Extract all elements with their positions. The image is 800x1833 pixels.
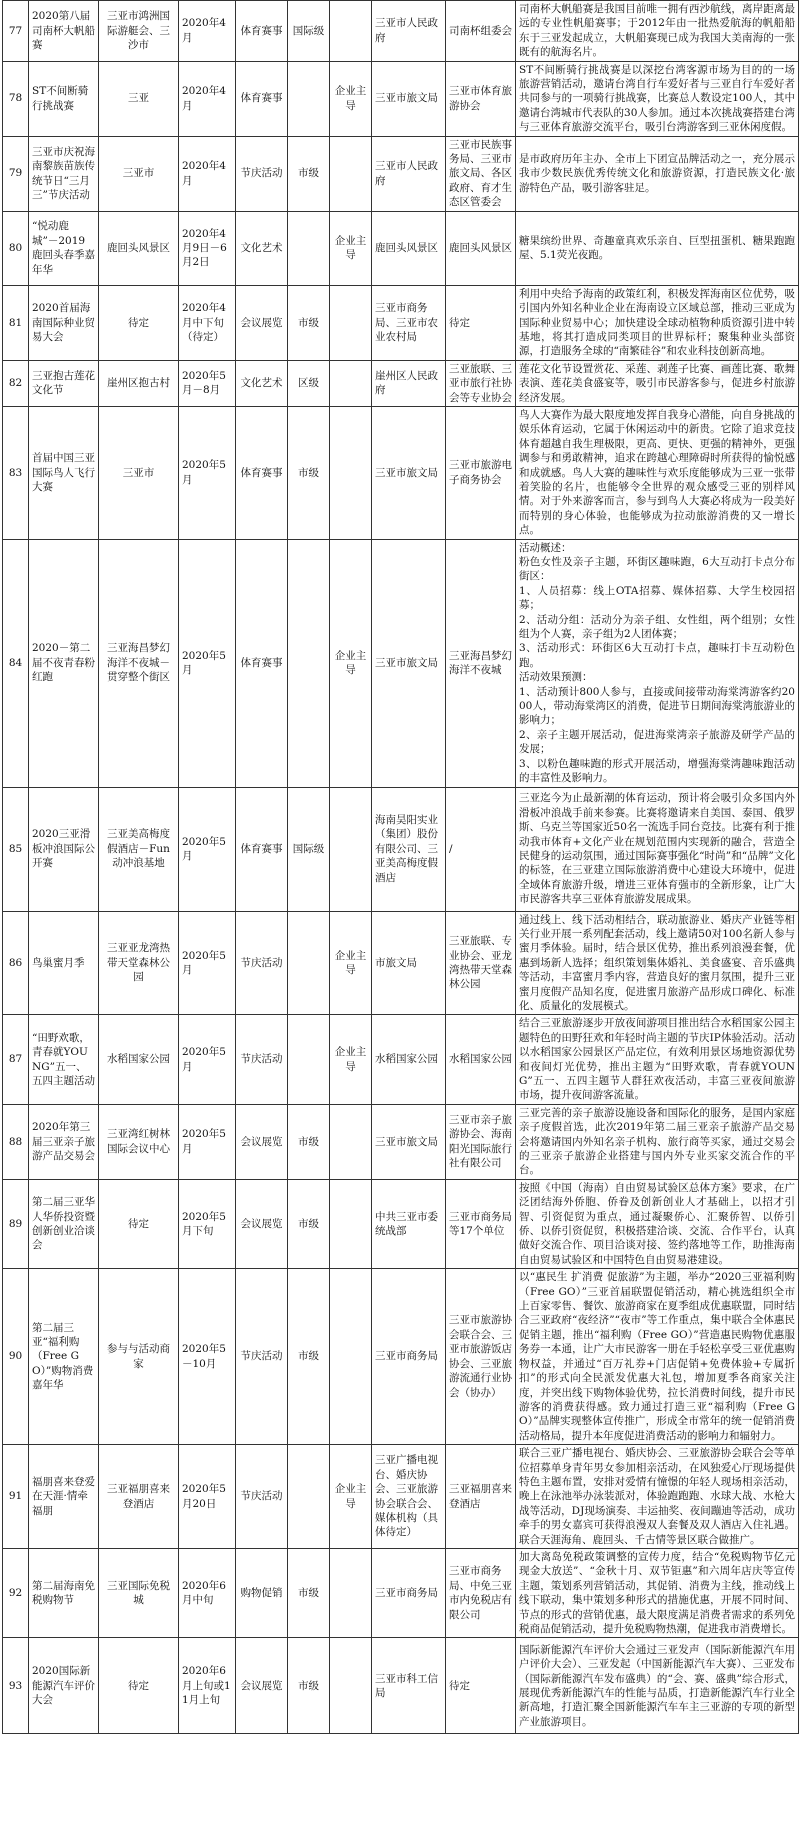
event-description [516,1015,799,1104]
event-executor: 三亚市亲子旅游协会、海南阳光国际旅行社有限公司 [446,1104,516,1179]
description-line: 是市政府历年主办、全市上下团宣品牌活动之一，充分展示我市少数民族优秀传统文化和旅游资源，打造民族文化·旅游特色产品，吸引游客驻足。 [519,153,795,194]
event-name: 2020三亚滑板冲浪国际公开赛 [29,787,99,911]
event-category: 体育赛事 [236,61,288,136]
event-category: 体育赛事 [236,787,288,911]
event-organizer: 三亚市旅文局 [372,1104,446,1179]
event-level: 市级 [288,1179,330,1268]
event-executor: 三亚旅联、专业协会、亚龙湾热带天堂森林公园 [446,911,516,1015]
event-organizer: 崖州区人民政府 [372,360,446,406]
row-number: 93 [3,1638,29,1734]
event-category: 文化艺术 [236,360,288,406]
event-name: 鸟巢蜜月季 [29,911,99,1015]
event-location: 待定 [99,285,179,360]
event-mode [330,787,372,911]
event-level: 市级 [288,136,330,211]
event-date: 2020年5月下旬 [179,1179,236,1268]
event-category: 会议展览 [236,1638,288,1734]
event-date: 2020年5月 [179,1104,236,1179]
description-line: 2、亲子主题开展活动，促进海棠湾亲子旅游及研学产品的发展； [519,728,795,756]
description-line: 国际新能源汽车评价大会通过三亚发声（国际新能源汽车用户评价大会）、三亚发起（中国新能源汽车大赛）、三亚发布（国际新能源汽车发布盛典）的“会、赛、盛典”综合形式，展现优秀新能源汽车的性能与品质，打造新能源汽车行业全新高地，打造汇聚全国新能源汽车车主三亚游的专项的新型产业旅游项目。 [519,1643,795,1728]
event-description [516,787,799,911]
row-number: 83 [3,406,29,539]
event-executor: 三亚市旅游协会联合会、三亚市旅游饭店协会、三亚旅游流通行业协会（协办） [446,1269,516,1445]
event-location: 鹿回头风景区 [99,211,179,285]
event-name: “悦动鹿城”－2019鹿回头春季嘉年华 [29,211,99,285]
description-line: 按照《中国（海南）自由贸易试验区总体方案》要求，在广泛团结海外侨胞、侨眷及创新创业人才基础上，以招才引智、引资促贸为重点，通过凝聚侨心、汇聚侨智、以侨引侨、以侨引资促贸，积极搭建洽谈、交流、合作平台，认真做好交流合作、项目洽谈对接、签约落地等工作，助推海南自由贸易试验区和中国特色自由贸易港建设。 [519,1181,795,1266]
row-number: 82 [3,360,29,406]
event-executor: 三亚旅联、三亚市旅行社协会等专业协会 [446,360,516,406]
event-level: 国际级 [288,787,330,911]
event-level: 国际级 [288,1,330,62]
event-description [516,285,799,360]
event-name: ST不间断骑行挑战赛 [29,61,99,136]
description-line: 2、活动分组：活动分为亲子组、女性组，两个组别；女性组为个人赛，亲子组为2人团体赛； [519,613,795,641]
event-mode: 企业主导 [330,1015,372,1104]
event-category: 购物促销 [236,1548,288,1637]
event-description [516,1269,799,1445]
event-level [288,911,330,1015]
event-level: 市级 [288,285,330,360]
event-description [516,1445,799,1549]
event-date: 2020年6月中旬 [179,1548,236,1637]
event-name: 2020国际新能源汽车评价大会 [29,1638,99,1734]
event-location: 三亚美高梅度假酒店－Fun动冲浪基地 [99,787,179,911]
event-mode: 企业主导 [330,61,372,136]
event-description [516,61,799,136]
event-category: 体育赛事 [236,539,288,787]
event-name: 三亚抱古莲花文化节 [29,360,99,406]
event-description [516,1,799,62]
event-executor: 司南杯组委会 [446,1,516,62]
event-mode [330,1269,372,1445]
event-mode: 企业主导 [330,211,372,285]
event-executor: 三亚市商务局等17个单位 [446,1179,516,1268]
table-row [3,406,799,539]
description-line: 活动概述： [519,541,572,554]
event-category: 节庆活动 [236,1269,288,1445]
event-location: 三亚亚龙湾热带天堂森林公园 [99,911,179,1015]
event-name: 2020－第二届不夜青春粉红跑 [29,539,99,787]
table-body [3,1,799,1734]
event-name: 2020第八届司南杯大帆船赛 [29,1,99,62]
event-level [288,539,330,787]
event-location: 待定 [99,1638,179,1734]
row-number: 77 [3,1,29,62]
event-executor: / [446,787,516,911]
event-description [516,1548,799,1637]
event-mode: 企业主导 [330,539,372,787]
event-executor: 三亚市民族事务局、三亚市旅文局、各区政府、育才生态区管委会 [446,136,516,211]
event-mode: 企业主导 [330,911,372,1015]
event-date: 2020年5月20日 [179,1445,236,1549]
row-number: 78 [3,61,29,136]
event-level: 区级 [288,360,330,406]
event-date: 2020年4月 [179,61,236,136]
event-mode: 企业主导 [330,1445,372,1549]
event-description [516,1179,799,1268]
row-number: 81 [3,285,29,360]
description-line: 莲花文化节设置赏花、采莲、剥莲子比赛、画莲比赛、歌舞表演、莲花美食盛宴等，吸引市民游客参与，促进乡村旅游经济发展。 [519,362,795,404]
event-organizer: 三亚市旅文局 [372,61,446,136]
table-row [3,360,799,406]
description-line: 糖果缤纷世界、奇趣童真欢乐亲自、巨型扭蛋机、糖果跑跑屋、5.1荧光夜跑。 [519,234,795,262]
event-description [516,406,799,539]
event-date: 2020年5月－8月 [179,360,236,406]
event-mode [330,406,372,539]
description-line: 活动效果预测： [519,671,593,684]
description-line: 鸟人大赛作为最大限度地发挥自我身心潜能，向自身挑战的娱乐体育运动，它属于休闲运动中的新贵。它除了追求竞技体育超越自我生理极限，更高、更快、更强的精神外，更强调参与和勇敢精神，追求在跨越心理障碍时所获得的愉悦感和成就感。鸟人大赛的趣味性与欢乐度能够成为三亚一张带着笑脸的名片，也能够令全世界的观众感受三亚的别样风情。对于外来游客而言，参与到鸟人大赛必将成为一段美好而特别的身心体验，也能够成为拉动旅游消费的又一增长点。 [519,408,795,537]
description-line: 加大离岛免税政策调整的宣传力度，结合“免税购物节亿元现金大放送”、“金秋十月、双节钜惠”和六周年店庆等宣传主题，策划系列营销活动，其促销、消费为主线，推动线上线下联动，集中策划多种形式的措施优惠，开展不同时间、节点的形式的营销优惠，最大限度满足消费者需求的系列免税商品促销活动，提升免税购物热潮，促进我市消费增长。 [519,1550,795,1635]
event-level [288,1445,330,1549]
event-name: “田野欢歌，青春就YOUNG”五一、五四主题活动 [29,1015,99,1104]
table-row [3,1445,799,1549]
event-description [516,539,799,787]
description-line: ST不间断骑行挑战赛是以深挖台湾客源市场为目的的一场旅游营销活动，邀请台湾自行车爱好者与三亚自行车爱好者共同参与的一项骑行挑战赛，比赛总人数设定100人，其中邀请台湾城市代表队的30人参加。通过本次挑战赛搭建台湾与三亚体育旅游交流平台，吸引台湾游客到三亚休闲度假。 [519,63,795,134]
event-location: 三亚海昌梦幻海洋不夜城－贯穿整个街区 [99,539,179,787]
table-row [3,1638,799,1734]
event-name: 福朋喜来登爱在天涯·情牵福朋 [29,1445,99,1549]
table-row [3,1,799,62]
event-location: 三亚市 [99,136,179,211]
event-executor: 三亚福朋喜来登酒店 [446,1445,516,1549]
event-category: 节庆活动 [236,1445,288,1549]
table-row [3,136,799,211]
description-line: 粉色女性及亲子主题，环街区趣味跑，6大互动打卡点分布街区： [519,556,795,583]
row-number: 92 [3,1548,29,1637]
event-organizer: 市旅文局 [372,911,446,1015]
event-date: 2020年5月 [179,406,236,539]
event-location: 三亚湾红树林国际会议中心 [99,1104,179,1179]
event-name: 第二届三亚“福利购（Free GO）”购物消费嘉年华 [29,1269,99,1445]
event-level: 市级 [288,1638,330,1734]
event-description [516,1104,799,1179]
event-date: 2020年6月上旬或11月上旬 [179,1638,236,1734]
event-mode [330,1179,372,1268]
event-description [516,911,799,1015]
event-name: 2020首届海南国际种业贸易大会 [29,285,99,360]
table-row [3,1179,799,1268]
row-number: 79 [3,136,29,211]
event-mode [330,285,372,360]
event-level: 市级 [288,1548,330,1637]
row-number: 87 [3,1015,29,1104]
event-executor: 三亚市旅游电子商务协会 [446,406,516,539]
event-category: 会议展览 [236,1179,288,1268]
table-row [3,1269,799,1445]
event-date: 2020年5月 [179,787,236,911]
event-mode [330,1104,372,1179]
event-date: 2020年5月 [179,911,236,1015]
event-organizer: 水稻国家公园 [372,1015,446,1104]
event-description [516,360,799,406]
event-date: 2020年4月中下旬（待定） [179,285,236,360]
event-mode [330,1,372,62]
description-line: 3、活动形式：环街区6大互动打卡点，趣味打卡互动粉色跑。 [519,642,795,669]
event-mode [330,360,372,406]
event-date: 2020年5月 [179,539,236,787]
table-row [3,211,799,285]
description-line: 司南杯大帆船赛是我国目前唯一拥有西沙航线，离岸距离最远的专业性帆船赛事；于2012年由一批热爱航海的帆船船东于三亚发起成立，大帆船赛现已成为我国大美南海的一张既有的航海名片。 [519,3,795,59]
event-mode [330,136,372,211]
table-row [3,285,799,360]
event-date: 2020年4月9日－6月2日 [179,211,236,285]
event-organizer: 三亚市人民政府 [372,1,446,62]
row-number: 89 [3,1179,29,1268]
description-line: 三亚迄今为止最新潮的体育运动，预计将会吸引众多国内外滑板冲浪战手前来参赛。比赛将邀请来自美国、泰国、俄罗斯、乌克兰等国家近50名一流选手同台竞技。比赛有利于推动我市体育+文化产业在规划范围内实现新的融合，营造全民健身的运动氛围，通过国际赛事强化“时尚”和“品牌”文化的标签，在三亚建立国际旅游消费中心建设大环境中，促进全域体育旅游升级，增进三亚体育强市的全新形象，让广大市民游客共享三亚体育旅游发展成果。 [519,792,795,906]
event-organizer: 三亚市科工信局 [372,1638,446,1734]
row-number: 85 [3,787,29,911]
event-organizer: 中共三亚市委统战部 [372,1179,446,1268]
description-line: 利用中央给予海南的政策红利，积极发挥海南区位优势，吸引国内外知名种业企业在海南设立区域总部，推动三亚成为国际种业贸易中心；加快建设全球动植物种质资源引进中转基地，将其打造成同类项目的世界标杆；聚集种业头部资源，打造服务全球的“南繁硅谷”和农业科技创新高地。 [519,287,795,358]
event-date: 2020年4月 [179,136,236,211]
event-category: 体育赛事 [236,406,288,539]
event-date: 2020年5－10月 [179,1269,236,1445]
table-row [3,539,799,787]
description-line: 1、活动预计800人参与，直接或间接带动海棠湾游客约2000人，带动海棠湾区的消费，促进节日期间海棠湾旅游业的影响力； [519,685,795,727]
event-date: 2020年4月 [179,1,236,62]
row-number: 80 [3,211,29,285]
event-executor: 三亚市商务局、中免三亚市内免税店有限公司 [446,1548,516,1637]
event-location: 崖州区抱古村 [99,360,179,406]
event-category: 节庆活动 [236,911,288,1015]
event-executor: 鹿回头风景区 [446,211,516,285]
event-executor: 三亚海昌梦幻海洋不夜城 [446,539,516,787]
event-category: 文化艺术 [236,211,288,285]
event-location: 待定 [99,1179,179,1268]
event-executor: 待定 [446,1638,516,1734]
event-mode [330,1638,372,1734]
event-level [288,61,330,136]
event-organizer: 三亚市商务局 [372,1269,446,1445]
event-level: 市级 [288,406,330,539]
event-description [516,136,799,211]
event-organizer: 三亚广播电视台、婚庆协会、三亚旅游协会联合会、媒体机构（具体待定） [372,1445,446,1549]
table-row [3,1548,799,1637]
description-line: 3、以粉色趣味跑的形式开展活动，增强海棠湾趣味跑活动的丰富性及影响力。 [519,757,795,785]
event-organizer: 三亚市人民政府 [372,136,446,211]
event-organizer: 三亚市商务局、三亚市农业农村局 [372,285,446,360]
description-line: 联合三亚广播电视台、婚庆协会、三亚旅游协会联合会等单位招募单身青年男女参加相亲活动，在风独爱心厅现场提供特色主题布置，安排对爱情有憧憬的年轻人现场相亲活动，晚上在泳池举办泳装派对，体验跑跑跑、水球大战、水枪大战等活动，DJ现场演奏、丰运抽奖、夜间蹦迪等活动，成功牵手的男女嘉宾可获得浪漫双人套餐及双人酒店入住礼遇。联合天涯海角、鹿回头、千古情等景区联合做推广。 [519,1447,795,1546]
event-location: 三亚市 [99,406,179,539]
event-location: 三亚 [99,61,179,136]
event-location: 三亚福朋喜来登酒店 [99,1445,179,1549]
event-category: 会议展览 [236,1104,288,1179]
table-row [3,61,799,136]
event-category: 节庆活动 [236,1015,288,1104]
event-name: 2020年第三届三亚亲子旅游产品交易会 [29,1104,99,1179]
event-executor: 三亚市体育旅游协会 [446,61,516,136]
description-line: 1、人员招募：线上OTA招募、媒体招募、大学生校园招募； [519,584,795,612]
event-level [288,1015,330,1104]
description-line: 以“惠民生 扩消费 促旅游”为主题，举办“2020三亚福利购（Free GO）”三亚首届联盟促销活动，精心挑选组织全市上百家零售、餐饮、旅游商家在夏季组成优惠联盟，同时结合三亚政府“夜经济”“夜市”等工作重点，集中联合全体惠民促销主题，推出“福利购（Free GO）”营造惠民购物优惠服务券一本通，让广大市民游客一册在手轻松享受三亚优惠购物权益，并通过“百万礼券+门店促销+免费体验+专属折扣”的形式向全民派发优惠大礼包，增加夏季各商家关注度，并突出线下购物体验优势，拉长消费时间线，提升市民游客的消费获得感。致力通过打造三亚“福利购（Free GO）”品牌实现整体宣传推广，形成全市常年的统一促销消费活动格局，提升本年度促进消费活动的影响力和辐射力。 [519,1271,795,1442]
row-number: 88 [3,1104,29,1179]
event-executor: 待定 [446,285,516,360]
event-category: 节庆活动 [236,136,288,211]
event-description [516,211,799,285]
description-line: 通过线上、线下活动相结合，联动旅游业、婚庆产业链等相关行业开展一系列配套活动，线上邀请50对100名新人参与蜜月季体验。届时，结合景区优势，推出系列浪漫套餐，优惠到场新人选择；组织策划集体婚礼、美食盛宴、音乐盛典等活动，丰富蜜月季内容，营造良好的蜜月氛围，提升三亚蜜月度假产品知名度，促进蜜月旅游产品形成口碑化、标准化、质量化的发展模式。 [519,913,795,1012]
table-row [3,787,799,911]
row-number: 84 [3,539,29,787]
event-executor: 水稻国家公园 [446,1015,516,1104]
event-organizer: 三亚市商务局 [372,1548,446,1637]
description-line: 三亚完善的亲子旅游设施设备和国际化的服务，是国内家庭亲子度假首选，此次2019年第二届三亚亲子旅游产品交易会将邀请国内外知名亲子机构、旅行商等买家，通过交易会的三亚亲子旅游企业搭建与国内外专业买家交流合作的平台。 [519,1106,795,1177]
event-organizer: 三亚市旅文局 [372,406,446,539]
events-table [2,0,799,1734]
event-description [516,1638,799,1734]
table-row [3,1104,799,1179]
event-level: 市级 [288,1269,330,1445]
description-line: 结合三亚旅游逐步开放夜间游项目推出结合水稻国家公园主题特色的田野狂欢和年轻时尚主题的节庆IP体验活动。活动以水稻国家公园景区产品定位，有效利用景区场地资源优势和夜间灯光优势，推出主题为“田野欢歌，青春就YOUNG”五一、五四主题节人群狂欢夜活动，丰富三亚夜间旅游市场，提升夜间游客流量。 [519,1017,795,1102]
table-row [3,911,799,1015]
table-row [3,1015,799,1104]
row-number: 86 [3,911,29,1015]
event-location: 参与与活动商家 [99,1269,179,1445]
event-name: 第二届海南免税购物节 [29,1548,99,1637]
row-number: 91 [3,1445,29,1549]
event-level: 市级 [288,1104,330,1179]
event-name: 第二届三亚华人华侨投资暨创新创业洽谈会 [29,1179,99,1268]
event-location: 三亚市鸿洲国际游艇会、三沙市 [99,1,179,62]
event-name: 三亚市庆祝海南黎族苗族传统节日“三月三”节庆活动 [29,136,99,211]
event-organizer: 海南昊阳实业（集团）股份有限公司、三亚美高梅度假酒店 [372,787,446,911]
event-organizer: 鹿回头风景区 [372,211,446,285]
event-mode [330,1548,372,1637]
event-name: 首届中国三亚国际鸟人飞行大赛 [29,406,99,539]
event-location: 三亚国际免税城 [99,1548,179,1637]
event-category: 会议展览 [236,285,288,360]
event-category: 体育赛事 [236,1,288,62]
event-date: 2020年5月 [179,1015,236,1104]
event-organizer: 三亚市旅文局 [372,539,446,787]
event-level [288,211,330,285]
row-number: 90 [3,1269,29,1445]
event-location: 水稻国家公园 [99,1015,179,1104]
